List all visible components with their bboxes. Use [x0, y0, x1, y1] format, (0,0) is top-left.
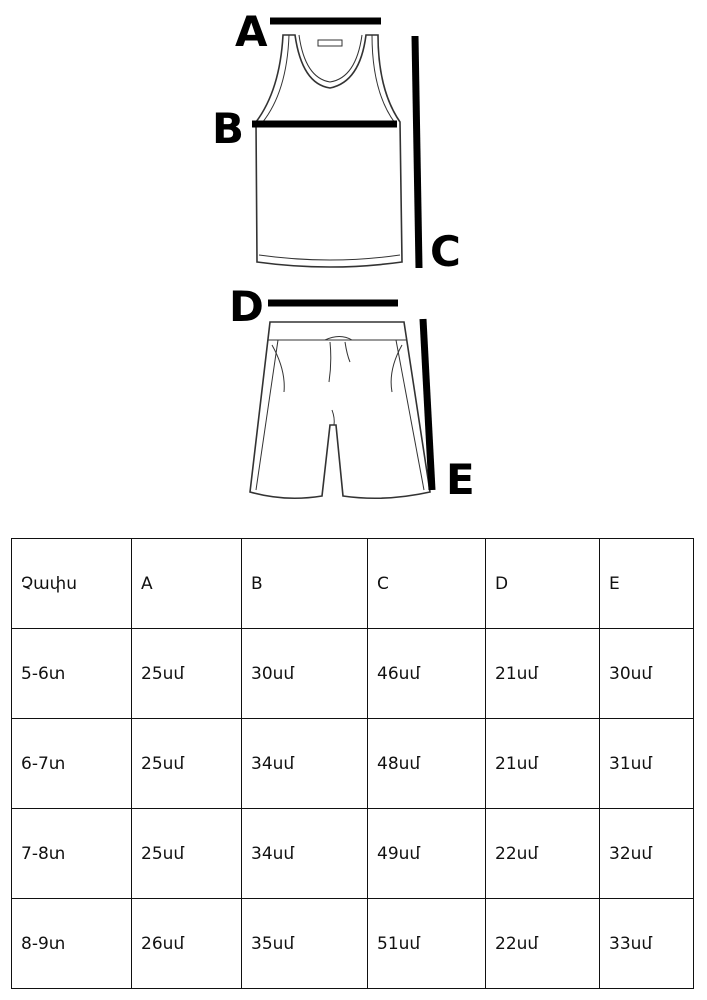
header-cell-c: C	[368, 539, 486, 629]
tank-top-drawing	[256, 35, 402, 267]
table-cell: 34սմ	[242, 809, 368, 899]
table-cell: 30սմ	[242, 629, 368, 719]
table-cell: 6-7տ	[12, 719, 132, 809]
table-cell: 35սմ	[242, 899, 368, 989]
label-a: A	[235, 7, 268, 56]
label-e: E	[446, 455, 475, 504]
table-cell: 31սմ	[600, 719, 694, 809]
header-cell-b: B	[242, 539, 368, 629]
table-cell: 48սմ	[368, 719, 486, 809]
header-cell-size: Չափս	[12, 539, 132, 629]
table-row	[12, 629, 694, 719]
table-cell: 8-9տ	[12, 899, 132, 989]
table-cell: 46սմ	[368, 629, 486, 719]
table-cell: 5-6տ	[12, 629, 132, 719]
shorts-drawing	[250, 322, 430, 498]
table-cell: 25սմ	[132, 629, 242, 719]
table-row	[12, 899, 694, 989]
table-cell: 7-8տ	[12, 809, 132, 899]
table-cell: 49սմ	[368, 809, 486, 899]
table-cell: 22սմ	[486, 899, 600, 989]
size-chart-table	[11, 538, 694, 989]
table-cell: 25սմ	[132, 809, 242, 899]
table-cell: 22սմ	[486, 809, 600, 899]
table-cell: 30սմ	[600, 629, 694, 719]
table-row	[12, 809, 694, 899]
header-cell-e: E	[600, 539, 694, 629]
measure-line-c	[415, 36, 419, 268]
header-cell-d: D	[486, 539, 600, 629]
table-cell: 21սմ	[486, 629, 600, 719]
label-c: C	[430, 227, 461, 276]
label-d: D	[229, 282, 264, 331]
label-b: B	[212, 104, 245, 153]
table-cell: 33սմ	[600, 899, 694, 989]
table-cell: 32սմ	[600, 809, 694, 899]
header-cell-a: A	[132, 539, 242, 629]
table-cell: 26սմ	[132, 899, 242, 989]
table-row	[12, 719, 694, 809]
table-cell: 21սմ	[486, 719, 600, 809]
table-header-row	[12, 539, 694, 629]
table-cell: 25սմ	[132, 719, 242, 809]
table-cell: 51սմ	[368, 899, 486, 989]
table-cell: 34սմ	[242, 719, 368, 809]
